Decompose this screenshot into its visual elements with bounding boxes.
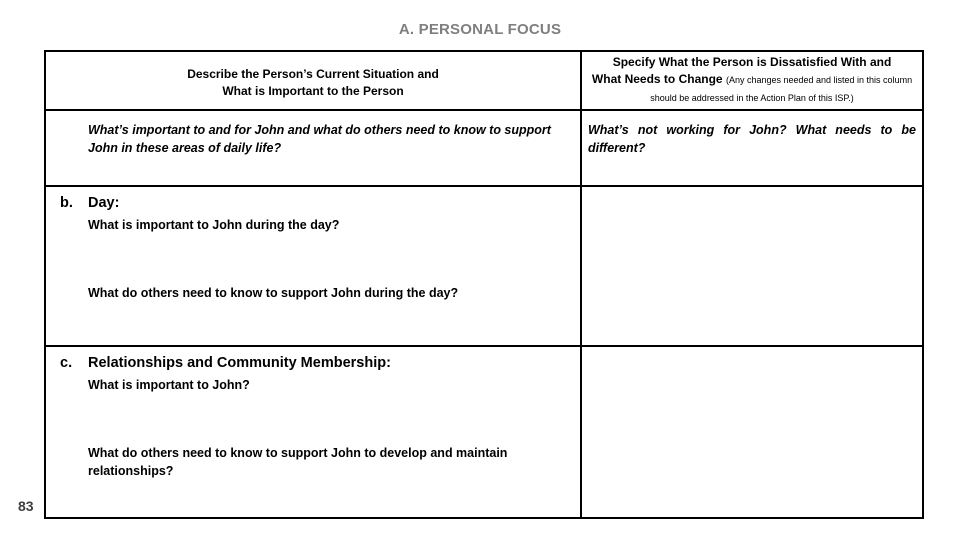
- section-day: [45, 186, 581, 346]
- day-response-field[interactable]: [581, 186, 923, 346]
- header-left-line2: What is Important to the Person: [222, 83, 404, 98]
- section-question-important: What is important to John?: [88, 378, 250, 392]
- header-right-line1: Specify What the Person is Dissatisfied With and: [612, 55, 892, 69]
- section-letter: c.: [60, 355, 73, 371]
- section-question-support: What do others need to know to support John to develop and maintain relationships?: [88, 446, 508, 478]
- header-current-situation: [45, 51, 581, 110]
- section-day-row: [45, 186, 923, 346]
- page-title: A. PERSONAL FOCUS: [398, 21, 562, 38]
- section-relationships: [45, 346, 581, 518]
- section-question-support: What do others need to know to support John during the day?: [88, 286, 459, 300]
- header-right-line2: What Needs to Change: [591, 72, 723, 86]
- section-question-important: What is important to John during the day?: [88, 218, 340, 232]
- relationships-response-field[interactable]: [581, 346, 923, 518]
- personal-focus-form: [44, 50, 924, 519]
- section-relationships-row: [45, 346, 923, 518]
- guide-question-left: What’s important to and for John and what do others need to know to support John in these areas of daily life?: [45, 110, 581, 186]
- guide-row: [45, 110, 923, 186]
- page-number: 83: [18, 498, 34, 514]
- guide-question-right: What’s not working for John? What needs to be different?: [581, 110, 923, 186]
- section-letter: b.: [60, 195, 73, 211]
- header-left-line1: Describe the Person’s Current Situation and: [187, 66, 439, 81]
- section-heading: Day:: [88, 195, 120, 211]
- header-right-note: (Any changes needed and listed in this column should be addressed in the Action Plan of this ISP.): [650, 75, 913, 103]
- header-dissatisfied: [581, 51, 923, 110]
- header-row: [45, 51, 923, 110]
- section-heading: Relationships and Community Membership:: [88, 355, 391, 371]
